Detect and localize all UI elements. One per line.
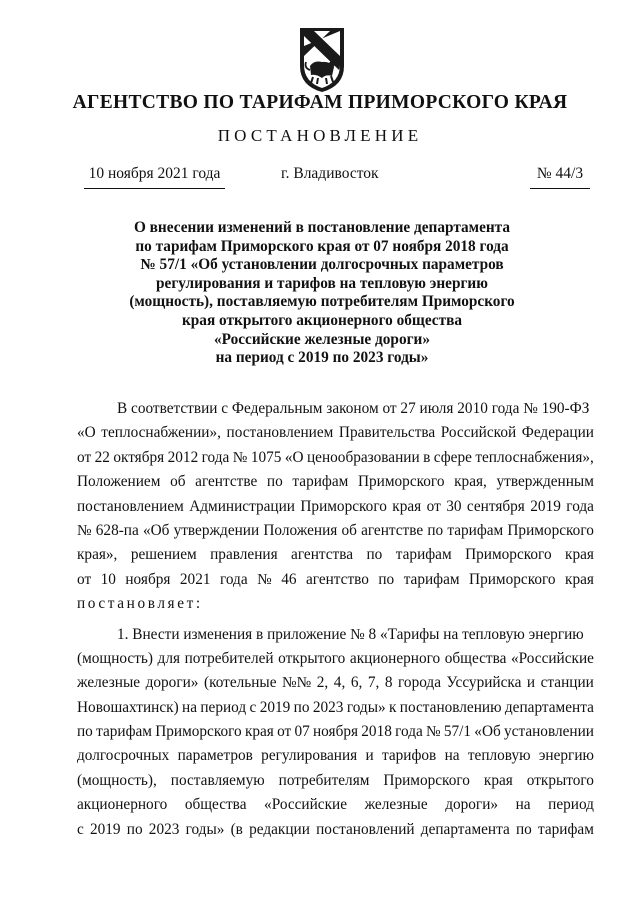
paragraph-line: долгосрочных параметров регулирования и тарифов на тепловую энергию [77, 747, 594, 765]
resolves-word: постановляет: [77, 595, 203, 613]
paragraph-line: с 2019 по 2023 годы» (в редакции постановлений департамента по тарифам [77, 820, 594, 838]
paragraph-line: В соответствии с Федеральным законом от 27 июля 2010 года № 190-ФЗ [117, 400, 590, 417]
paragraph-line: края», решением правления агентства по тарифам Приморского края [77, 546, 594, 564]
document-city: г. Владивосток [281, 165, 379, 182]
title-line: по тарифам Приморского края от 07 ноября 2018 года [135, 237, 509, 255]
paragraph-line: Положением об агентстве по тарифам Приморского края, утвержденным [77, 473, 594, 491]
title-line: на период с 2019 по 2023 годы» [215, 349, 429, 367]
paragraph-line: железные дороги» (котельные №№ 2, 4, 6, 7, 8 города Уссурийска и станции [77, 674, 594, 692]
document-number: № 44/3 [530, 165, 590, 189]
title-line: «Российские железные дороги» [213, 330, 431, 348]
paragraph-line: 1. Внести изменения в приложение № 8 «Тарифы на тепловую энергию [117, 625, 584, 643]
title-line: (мощность), поставляемую потребителям Приморского [129, 293, 515, 311]
document-type: ПОСТАНОВЛЕНИЕ [217, 126, 423, 145]
paragraph-line: Новошахтинск) на период с 2019 по 2023 годы» к постановлению департамента [77, 698, 594, 716]
paragraph-line: (мощность), поставляемую потребителям Приморского края открытого [77, 771, 594, 789]
paragraph-line: акционерного общества «Российские железные дороги» на период [77, 796, 594, 814]
document-body [77, 397, 594, 842]
title-line: О внесении изменений в постановление департамента [133, 219, 511, 236]
paragraph-line: (мощность) для потребителей открытого акционерного общества «Российские [77, 649, 594, 667]
paragraph-line: постановлением Администрации Приморского края от 30 сентября 2019 года [77, 497, 594, 515]
paragraph-line: № 628-па «Об утверждении Положения об агентстве по тарифам Приморского [77, 521, 594, 539]
title-line: регулирования и тарифов на тепловую энергию [156, 274, 488, 292]
document-date: 10 ноября 2021 года [84, 165, 225, 189]
paragraph-line: «О теплоснабжении», постановлением Правительства Российской Федерации [77, 424, 594, 442]
title-line: края открытого акционерного общества [181, 311, 463, 329]
title-line: № 57/1 «Об установлении долгосрочных параметров [140, 256, 504, 274]
decree-title [100, 219, 544, 368]
agency-name: АГЕНТСТВО ПО ТАРИФАМ ПРИМОРСКОГО КРАЯ [72, 92, 568, 113]
coat-of-arms-icon [298, 26, 346, 94]
paragraph-line: от 22 октября 2012 года № 1075 «О ценообразовании в сфере теплоснабжения», [77, 448, 594, 466]
paragraph-line: от 10 ноября 2021 года № 46 агентство по тарифам Приморского края [77, 570, 594, 588]
paragraph-line: по тарифам Приморского края от 07 ноября 2018 года № 57/1 «Об установлении [77, 723, 594, 741]
